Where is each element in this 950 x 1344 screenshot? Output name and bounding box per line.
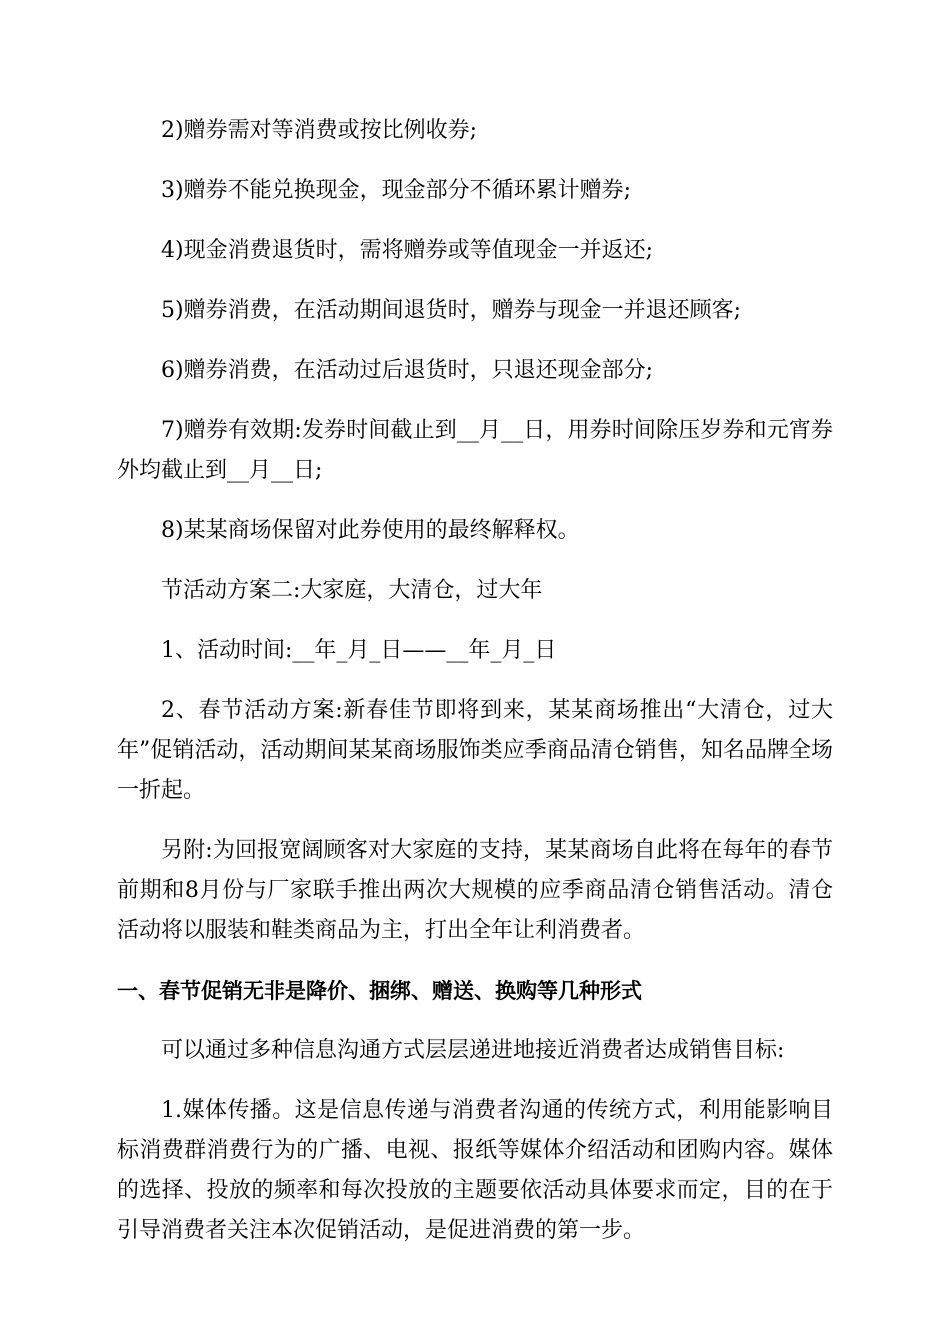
paragraph-rule-2: 2)赠券需对等消费或按比例收券; — [161, 118, 477, 143]
appendix-note: 另附:为回报宽阔顾客对大家庭的支持，某某商场自此将在每年的春节前期和8月份与厂家联手推出两次大规模的应季商品清仓销售活动。清仓活动将以服装和鞋类商品为主，打出全年让利消费者。 — [117, 838, 833, 943]
activity-plan: 2、春节活动方案:新春佳节即将到来，某某商场推出“大清仓，过大年”促销活动，活动期间某某商场服饰类应季商品清仓销售，知名品牌全场一折起。 — [117, 698, 833, 803]
paragraph-rule-8: 8)某某商场保留对此券使用的最终解释权。 — [161, 518, 580, 543]
paragraph-rule-3: 3)赠券不能兑换现金，现金部分不循环累计赠券; — [161, 178, 631, 203]
section-heading: 一、春节促销无非是降价、捆绑、赠送、换购等几种形式 — [117, 979, 642, 1003]
paragraph-rule-5: 5)赠券消费，在活动期间退货时，赠券与现金一并退还顾客; — [161, 298, 741, 323]
plan-two-title: 节活动方案二:大家庭，大清仓，过大年 — [161, 578, 543, 603]
activity-time: 1、活动时间:__年_月_日——__年_月_日 — [161, 638, 557, 663]
media-paragraph: 1.媒体传播。这是信息传递与消费者沟通的传统方式，利用能影响目标消费群消费行为的广播、电视、报纸等媒体介绍活动和团购内容。媒体的选择、投放的频率和每次投放的主题要依活动具体要求而定，目的在于引导消费者关注本次促销活动，是促进消费的第一步。 — [117, 1098, 833, 1243]
document-body — [117, 111, 833, 1271]
intro-paragraph: 可以通过多种信息沟通方式层层递进地接近消费者达成销售目标: — [161, 1038, 785, 1063]
paragraph-rule-6: 6)赠券消费，在活动过后退货时，只退还现金部分; — [161, 358, 653, 383]
paragraph-rule-7: 7)赠券有效期:发券时间截止到__月__日，用券时间除压岁券和元宵券外均截止到__月__日; — [117, 418, 833, 483]
paragraph-rule-4: 4)现金消费退货时，需将赠券或等值现金一并返还; — [161, 238, 653, 263]
